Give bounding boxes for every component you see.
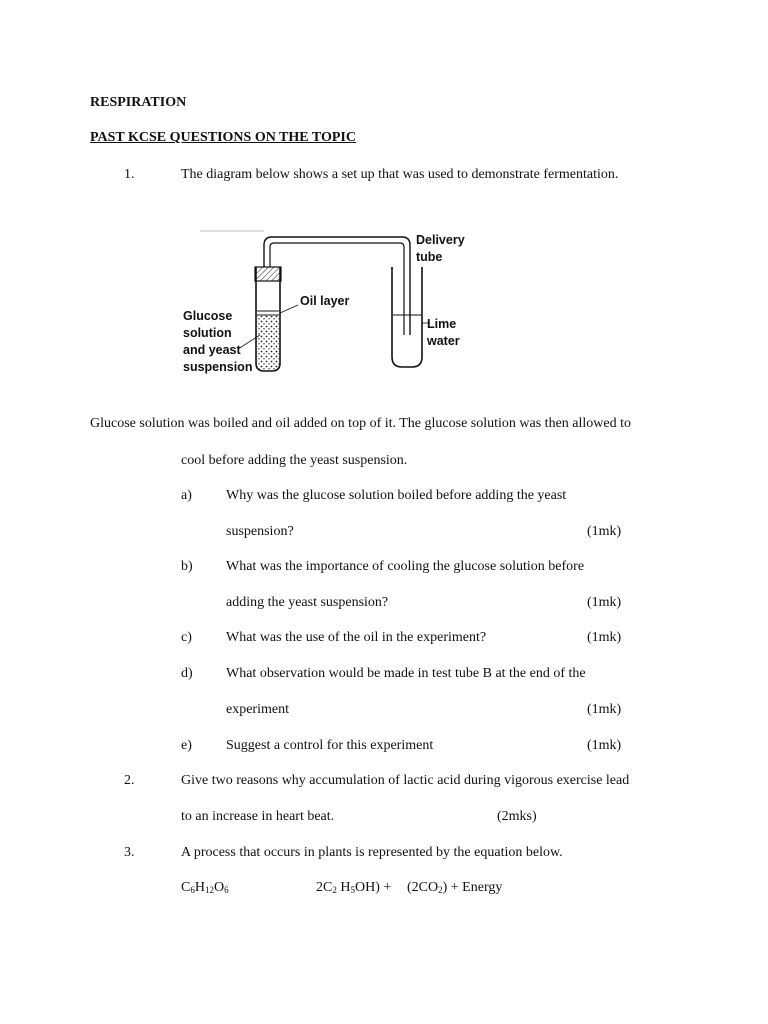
glucose-label-3: and yeast bbox=[183, 343, 241, 357]
question-1-text: The diagram below shows a set up that was used to demonstrate fermentation. bbox=[181, 167, 619, 182]
page-title: RESPIRATION bbox=[90, 95, 187, 110]
delivery-tube-label-2: tube bbox=[416, 250, 443, 264]
question-2-number: 2. bbox=[124, 773, 135, 788]
part-d-line-2: experiment bbox=[226, 702, 289, 717]
part-a-line-1: Why was the glucose solution boiled before adding the yeast bbox=[226, 488, 567, 503]
part-e-marks: (1mk) bbox=[587, 738, 622, 753]
part-c-marks: (1mk) bbox=[587, 630, 622, 645]
part-c-letter: c) bbox=[181, 630, 192, 645]
question-3-text: A process that occurs in plants is represented by the equation below. bbox=[181, 845, 563, 860]
part-a-line-2: suspension? bbox=[226, 524, 294, 539]
equation-reactant: $C_6H_{12}O_6$ bbox=[181, 880, 229, 895]
part-b-line-1: What was the importance of cooling the glucose solution before bbox=[226, 559, 585, 574]
equation-product-ethanol: $2C_2$ $H_5OH$) + bbox=[316, 880, 392, 895]
part-e-letter: e) bbox=[181, 738, 192, 753]
part-d-marks: (1mk) bbox=[587, 702, 622, 717]
delivery-tube-label-1: Delivery bbox=[416, 233, 465, 247]
question-2-line-2: to an increase in heart beat. bbox=[181, 809, 335, 824]
part-b-line-2: adding the yeast suspension? bbox=[226, 595, 389, 610]
glucose-label-4: suspension bbox=[183, 360, 253, 374]
question-2-marks: (2mks) bbox=[497, 809, 537, 824]
equation-product-co2: $(2CO_2)$ + Energy bbox=[407, 880, 503, 895]
part-b-letter: b) bbox=[181, 559, 193, 574]
question-2-line-1: Give two reasons why accumulation of lactic acid during vigorous exercise lead bbox=[181, 773, 630, 788]
glucose-label-1: Glucose bbox=[183, 309, 233, 323]
part-c-line-1: What was the use of the oil in the experiment? bbox=[226, 630, 487, 645]
part-b-marks: (1mk) bbox=[587, 595, 622, 610]
part-e-line-1: Suggest a control for this experiment bbox=[226, 738, 434, 753]
question-1-number: 1. bbox=[124, 167, 135, 182]
question-1-intro-line-2: cool before adding the yeast suspension. bbox=[181, 453, 408, 468]
part-a-marks: (1mk) bbox=[587, 524, 622, 539]
part-d-line-1: What observation would be made in test tube B at the end of the bbox=[226, 666, 586, 681]
lime-water-label-2: water bbox=[427, 334, 460, 348]
part-a-letter: a) bbox=[181, 488, 192, 503]
oil-layer-label: Oil layer bbox=[300, 294, 350, 308]
glucose-label-2: solution bbox=[183, 326, 232, 340]
question-3-number: 3. bbox=[124, 845, 135, 860]
lime-water-label-1: Lime bbox=[427, 317, 457, 331]
part-d-letter: d) bbox=[181, 666, 193, 681]
question-1-intro-line-1: Glucose solution was boiled and oil added on top of it. The glucose solution was then allowed to bbox=[90, 416, 631, 431]
page-subtitle: PAST KCSE QUESTIONS ON THE TOPIC bbox=[90, 130, 356, 145]
